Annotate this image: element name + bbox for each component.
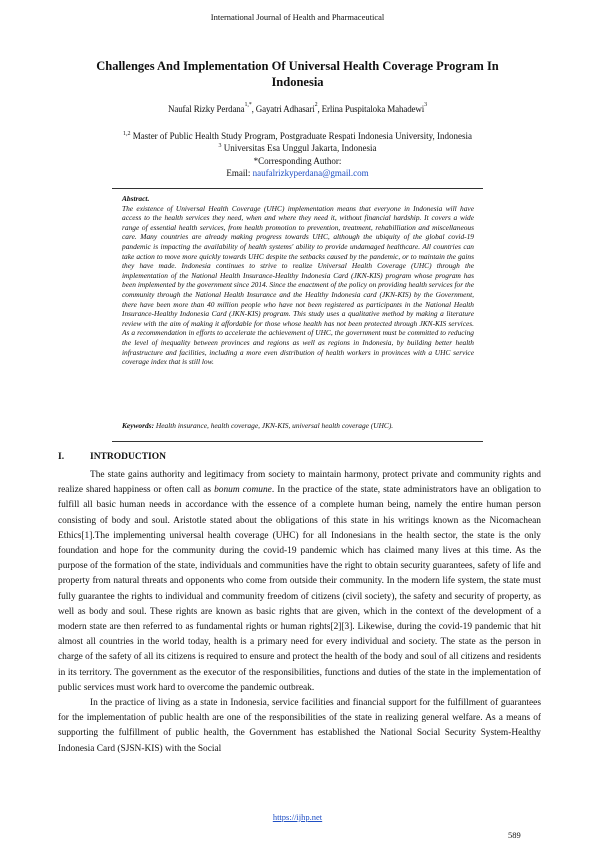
abstract-bottom-rule <box>112 441 483 442</box>
author-affiliation-mark: 3 <box>424 102 427 108</box>
section-title: INTRODUCTION <box>90 452 167 462</box>
keywords <box>122 421 474 430</box>
paragraph: The state gains authority and legitimacy from society to maintain harmony, protect private and community rights and realize shared happiness or often call as bonum comune. In the practice of the state, state administrators have an obligation to fulfill all basic human needs in accordance with the essence of a complete human being, namely the entire human person consisting of body and soul. Aristotle stated about the obligations of this state in his writings known as the Nicomachean Ethics[1].The implementing universal health coverage (UHC) for all Indonesians in the health sector, the state is the only foundation and hope for the community during the covid-19 pandemic which has claimed many lives at this time. As the purpose of the formation of the state, individuals and communities have the right to obtain security guarantees, safety of life and property from natural threats and opponents who come from outside their community. In the modern life system, the state must fully guarantee the rights to individual and community freedom of citizens (civil society), the safety and security of property, as well as body and soul. These rights are known as basic rights that are given, which in the context of the development of a modern state are then referred to as fundamental rights or human rights[2][3]. Likewise, during the covid-19 pandemic that hit almost all countries in the world today, health is a primary need for every individual and society. The state as the person in charge of the safety of all its citizens is required to ensure and protect the health of the body and soul of all citizens and residents in its territory. The government as the executor of the responsibilities, functions and duties of the state in the implementation of public services must work hard to overcome the pandemic outbreak. <box>58 470 541 693</box>
footer-url <box>0 812 595 822</box>
affiliation-line: $^3$ Universitas Esa Unggul Jakarta, Indonesia <box>218 143 377 154</box>
author-name: Naufal Rizky Perdana <box>168 104 245 114</box>
author-list: Naufal Rizky Perdana$^{1,*}$, Gayatri Adhasari$^2$, Erlina Puspitaloka Mahadewi$^3$ <box>168 102 427 114</box>
keywords-text: Health insurance, health coverage, JKN-KIS, universal health coverage (UHC). <box>155 421 394 430</box>
section-heading <box>58 452 166 462</box>
paper-title: Challenges And Implementation Of Universal Health Coverage Program In Indonesia <box>96 59 499 89</box>
affiliations <box>60 130 535 179</box>
body-text <box>58 468 541 757</box>
keywords-label: Keywords: <box>122 421 155 430</box>
author-name: Gayatri Adhasari <box>255 104 315 114</box>
email-line: Email: naufalrizkyperdana@gmail.com <box>226 167 369 178</box>
section-number: I. <box>58 452 65 462</box>
author-affiliation-mark: 1,* <box>244 102 252 108</box>
email-link[interactable]: naufalrizkyperdana@gmail.com <box>252 167 369 178</box>
paragraph: In the practice of living as a state in Indonesia, service facilities and financial support for the fulfillment of guarantees for the implementation of public health are one of the responsibilities of the state in realizing general welfare. As a means of supporting the fulfillment of public health, the Government has established the National Social Security System-Healthy Indonesia Card (SJSN-KIS) with the Social <box>58 698 541 754</box>
journal-header: International Journal of Health and Pharmaceutical <box>210 12 385 22</box>
affiliation-line: $^{1,2}$ Master of Public Health Study Program, Postgraduate Respati Indonesia University, Indonesia <box>122 131 473 141</box>
journal-link[interactable]: https://ijhp.net <box>272 812 323 822</box>
abstract-label: Abstract. <box>122 194 150 203</box>
abstract-top-rule <box>112 188 483 189</box>
author-name: Erlina Puspitaloka Mahadewi <box>321 104 425 114</box>
corresponding-author: *Corresponding Author: <box>253 155 342 166</box>
author-affiliation-mark: 2 <box>314 102 318 108</box>
page-number: 589 <box>508 830 521 840</box>
italic-term: bonum comune <box>214 485 272 496</box>
abstract-text: The existence of Universal Health Coverage (UHC) implementation means that everyone in Indonesia will have access to the health services they need, when and where they need it, without financial hardship. It covers a wide range of essential health services, from health promotion to prevention, treatment, rehabilliation and miscellaneous care. Many countries are already making progress towards UHC, although the ubiquity of the global covid-19 pandemic is impacting the availability of health systems' ability to provide undamaged healthcare. All countries can take action to move more quickly towards UHC despite the setbacks caused by the pandemic, or to maintain the gains they have made. Indonesia continues to strive to realize Universal Health Coverage (UHC) through the implementation of the National Health Insurance-Healthy Indonesia Card (JKN-KIS) program whose program has been implemented by the government since 2014. Since the enactment of the policy on providing health services for the community through the National Health Insurance and the Healthy Indonesia card (JKN-KIS) by the Government, there have been more than 40 million people who have not been registered as participants in the National Health Insurance-Healthy Indonesia Card (JKN-KIS) program. This study uses a qualitative method by making a literature review with the aim of making it affordable for those whose health has not been protected through JKN-KIS services. As a recommendation in efforts to accelerate the achievement of UHC, the government must be committed to reducing the level of inequality between provinces and regions as well as regions in Indonesia, by building better health infrastructure and facilities, including a more even distribution of health workers in provinces with a UHC service coverage index that is still low. <box>122 203 474 367</box>
abstract <box>122 194 474 367</box>
